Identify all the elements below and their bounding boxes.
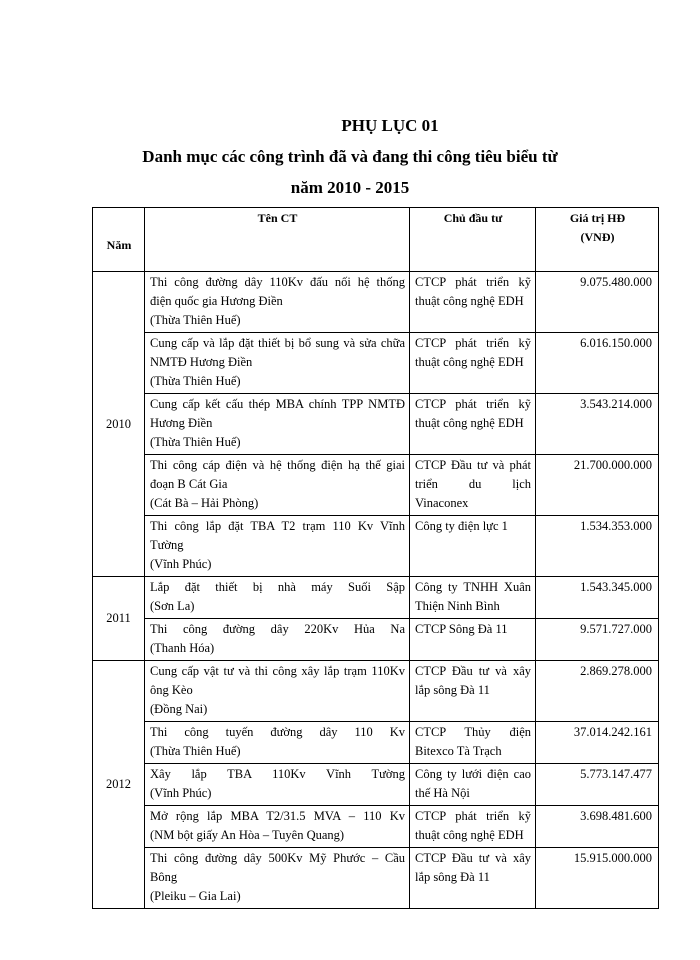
project-name-line: đoạn B Cát Gia (150, 477, 228, 491)
project-name-cell (145, 394, 410, 455)
project-name-cell (145, 272, 410, 333)
project-name-cell (145, 455, 410, 516)
project-name-line: Thi công lắp đặt TBA T2 trạm 110 Kv Vĩnh (150, 519, 405, 533)
project-name-line: Thi công đường dây 110Kv đấu nối hệ thống (150, 275, 405, 289)
project-name-line: Xây lắp TBA 110Kv Vĩnh Tường (150, 767, 405, 781)
year-cell: 2012 (93, 661, 145, 909)
contract-value-cell: 5.773.147.477 (536, 764, 659, 806)
project-name-line: Mở rộng lắp MBA T2/31.5 MVA – 110 Kv (150, 809, 405, 823)
table-row (93, 764, 659, 806)
project-name-line: (Đồng Nai) (150, 702, 208, 716)
project-name-cell (145, 577, 410, 619)
project-name-line: Hương Điền (150, 416, 213, 430)
investor-cell (410, 516, 536, 577)
table-row (93, 661, 659, 722)
project-name-cell (145, 764, 410, 806)
investor-cell (410, 764, 536, 806)
table-row (93, 619, 659, 661)
project-name-line: điện quốc gia Hương Điền (150, 294, 283, 308)
contract-value-cell: 37.014.242.161 (536, 722, 659, 764)
investor-cell (410, 333, 536, 394)
project-name-cell (145, 848, 410, 909)
project-name-line: (Thanh Hóa) (150, 641, 215, 655)
project-name-cell (145, 516, 410, 577)
investor-line: Bitexco Tà Trạch (415, 744, 502, 758)
table-row (93, 848, 659, 909)
investor-line: Công ty điện lực 1 (415, 519, 508, 533)
contract-value-cell: 1.543.345.000 (536, 577, 659, 619)
investor-line: thuật công nghệ EDH (415, 355, 524, 369)
investor-cell (410, 806, 536, 848)
investor-line: CTCP phát triển kỹ (415, 809, 531, 823)
project-name-line: (Sơn La) (150, 599, 195, 613)
appendix-title: PHỤ LỤC 01 (341, 116, 439, 135)
investor-line: lắp sông Đà 11 (415, 683, 490, 697)
project-name-line: (Thừa Thiên Huế) (150, 374, 241, 388)
investor-cell (410, 577, 536, 619)
investor-line: CTCP Đầu tư và xây (415, 664, 531, 678)
project-name-cell (145, 722, 410, 764)
investor-line: thuật công nghệ EDH (415, 828, 524, 842)
project-name-line: (Thừa Thiên Huế) (150, 313, 241, 327)
investor-line: CTCP phát triển kỹ (415, 275, 531, 289)
project-name-line: Tường (150, 538, 184, 552)
project-name-line: Thi công cáp điện và hệ thống điện hạ thế giai (150, 458, 405, 472)
investor-line: Vinaconex (415, 496, 469, 510)
investor-cell (410, 848, 536, 909)
projects-table (92, 207, 659, 909)
project-name-line: ông Kèo (150, 683, 193, 697)
contract-value-cell: 15.915.000.000 (536, 848, 659, 909)
investor-line: CTCP Sông Đà 11 (415, 622, 508, 636)
investor-cell (410, 722, 536, 764)
investor-line: thế Hà Nội (415, 786, 470, 800)
project-name-line: (Vĩnh Phúc) (150, 557, 212, 571)
investor-line: Công ty lưới điện cao (415, 767, 531, 781)
project-name-cell (145, 661, 410, 722)
investor-line: CTCP Đầu tư và phát (415, 458, 531, 472)
investor-line: lắp sông Đà 11 (415, 870, 490, 884)
project-name-line: Lắp đặt thiết bị nhà máy Suối Sập (150, 580, 405, 594)
table-row (93, 272, 659, 333)
investor-line: thuật công nghệ EDH (415, 416, 524, 430)
table-row (93, 806, 659, 848)
investor-line: thuật công nghệ EDH (415, 294, 524, 308)
table-row (93, 394, 659, 455)
project-name-cell (145, 619, 410, 661)
year-cell: 2010 (93, 272, 145, 577)
contract-value-cell: 1.534.353.000 (536, 516, 659, 577)
project-name-line: Bông (150, 870, 178, 884)
project-name-line: (Thừa Thiên Huế) (150, 435, 241, 449)
table-row (93, 455, 659, 516)
project-name-line: (NM bột giấy An Hòa – Tuyên Quang) (150, 828, 345, 842)
appendix-subtitle-line1: Danh mục các công trình đã và đang thi công tiêu biểu từ (142, 147, 558, 166)
contract-value-cell: 3.698.481.600 (536, 806, 659, 848)
contract-value-cell: 9.075.480.000 (536, 272, 659, 333)
investor-line: Công ty TNHH Xuân (415, 580, 531, 594)
contract-value-cell: 3.543.214.000 (536, 394, 659, 455)
investor-line: triển du lịch (415, 477, 531, 491)
year-cell: 2011 (93, 577, 145, 661)
project-name-line: Thi công tuyến đường dây 110 Kv (150, 725, 405, 739)
table-row (93, 333, 659, 394)
header-value-line1: Giá trị HĐ (569, 211, 626, 225)
investor-cell (410, 455, 536, 516)
appendix-subtitle-line2: năm 2010 - 2015 (290, 178, 410, 197)
investor-line: CTCP phát triển kỹ (415, 336, 531, 350)
project-name-line: Cung cấp vật tư và thi công xây lắp trạm 110Kv (150, 664, 405, 678)
investor-cell (410, 394, 536, 455)
project-name-line: NMTĐ Hương Điền (150, 355, 253, 369)
header-value-line2: (VNĐ) (580, 230, 615, 244)
investor-line: CTCP Thủy điện (415, 725, 531, 739)
project-name-line: (Vĩnh Phúc) (150, 786, 212, 800)
project-name-line: Cung cấp kết cấu thép MBA chính TPP NMTĐ (150, 397, 405, 411)
project-name-line: Cung cấp và lắp đặt thiết bị bổ sung và sửa chữa (150, 336, 405, 350)
contract-value-cell: 21.700.000.000 (536, 455, 659, 516)
project-name-line: Thi công đường dây 220Kv Hủa Na (150, 622, 405, 636)
header-investor: Chủ đầu tư (410, 208, 536, 272)
header-year: Năm (93, 208, 145, 272)
project-name-line: (Cát Bà – Hải Phòng) (150, 496, 259, 510)
project-name-cell (145, 806, 410, 848)
contract-value-cell: 9.571.727.000 (536, 619, 659, 661)
investor-cell (410, 272, 536, 333)
table-header-row (93, 208, 659, 272)
investor-line: CTCP Đầu tư và xây (415, 851, 531, 865)
investor-line: CTCP phát triển kỹ (415, 397, 531, 411)
investor-cell (410, 619, 536, 661)
table-row (93, 577, 659, 619)
table-row (93, 722, 659, 764)
investor-line: Thiện Ninh Bình (415, 599, 500, 613)
project-name-line: Thi công đường dây 500Kv Mỹ Phước – Cầu (150, 851, 405, 865)
contract-value-cell: 2.869.278.000 (536, 661, 659, 722)
table-row (93, 516, 659, 577)
project-name-line: (Thừa Thiên Huế) (150, 744, 241, 758)
header-project-name: Tên CT (145, 208, 410, 272)
investor-cell (410, 661, 536, 722)
contract-value-cell: 6.016.150.000 (536, 333, 659, 394)
header-contract-value (536, 208, 659, 272)
project-name-cell (145, 333, 410, 394)
project-name-line: (Pleiku – Gia Lai) (150, 889, 241, 903)
